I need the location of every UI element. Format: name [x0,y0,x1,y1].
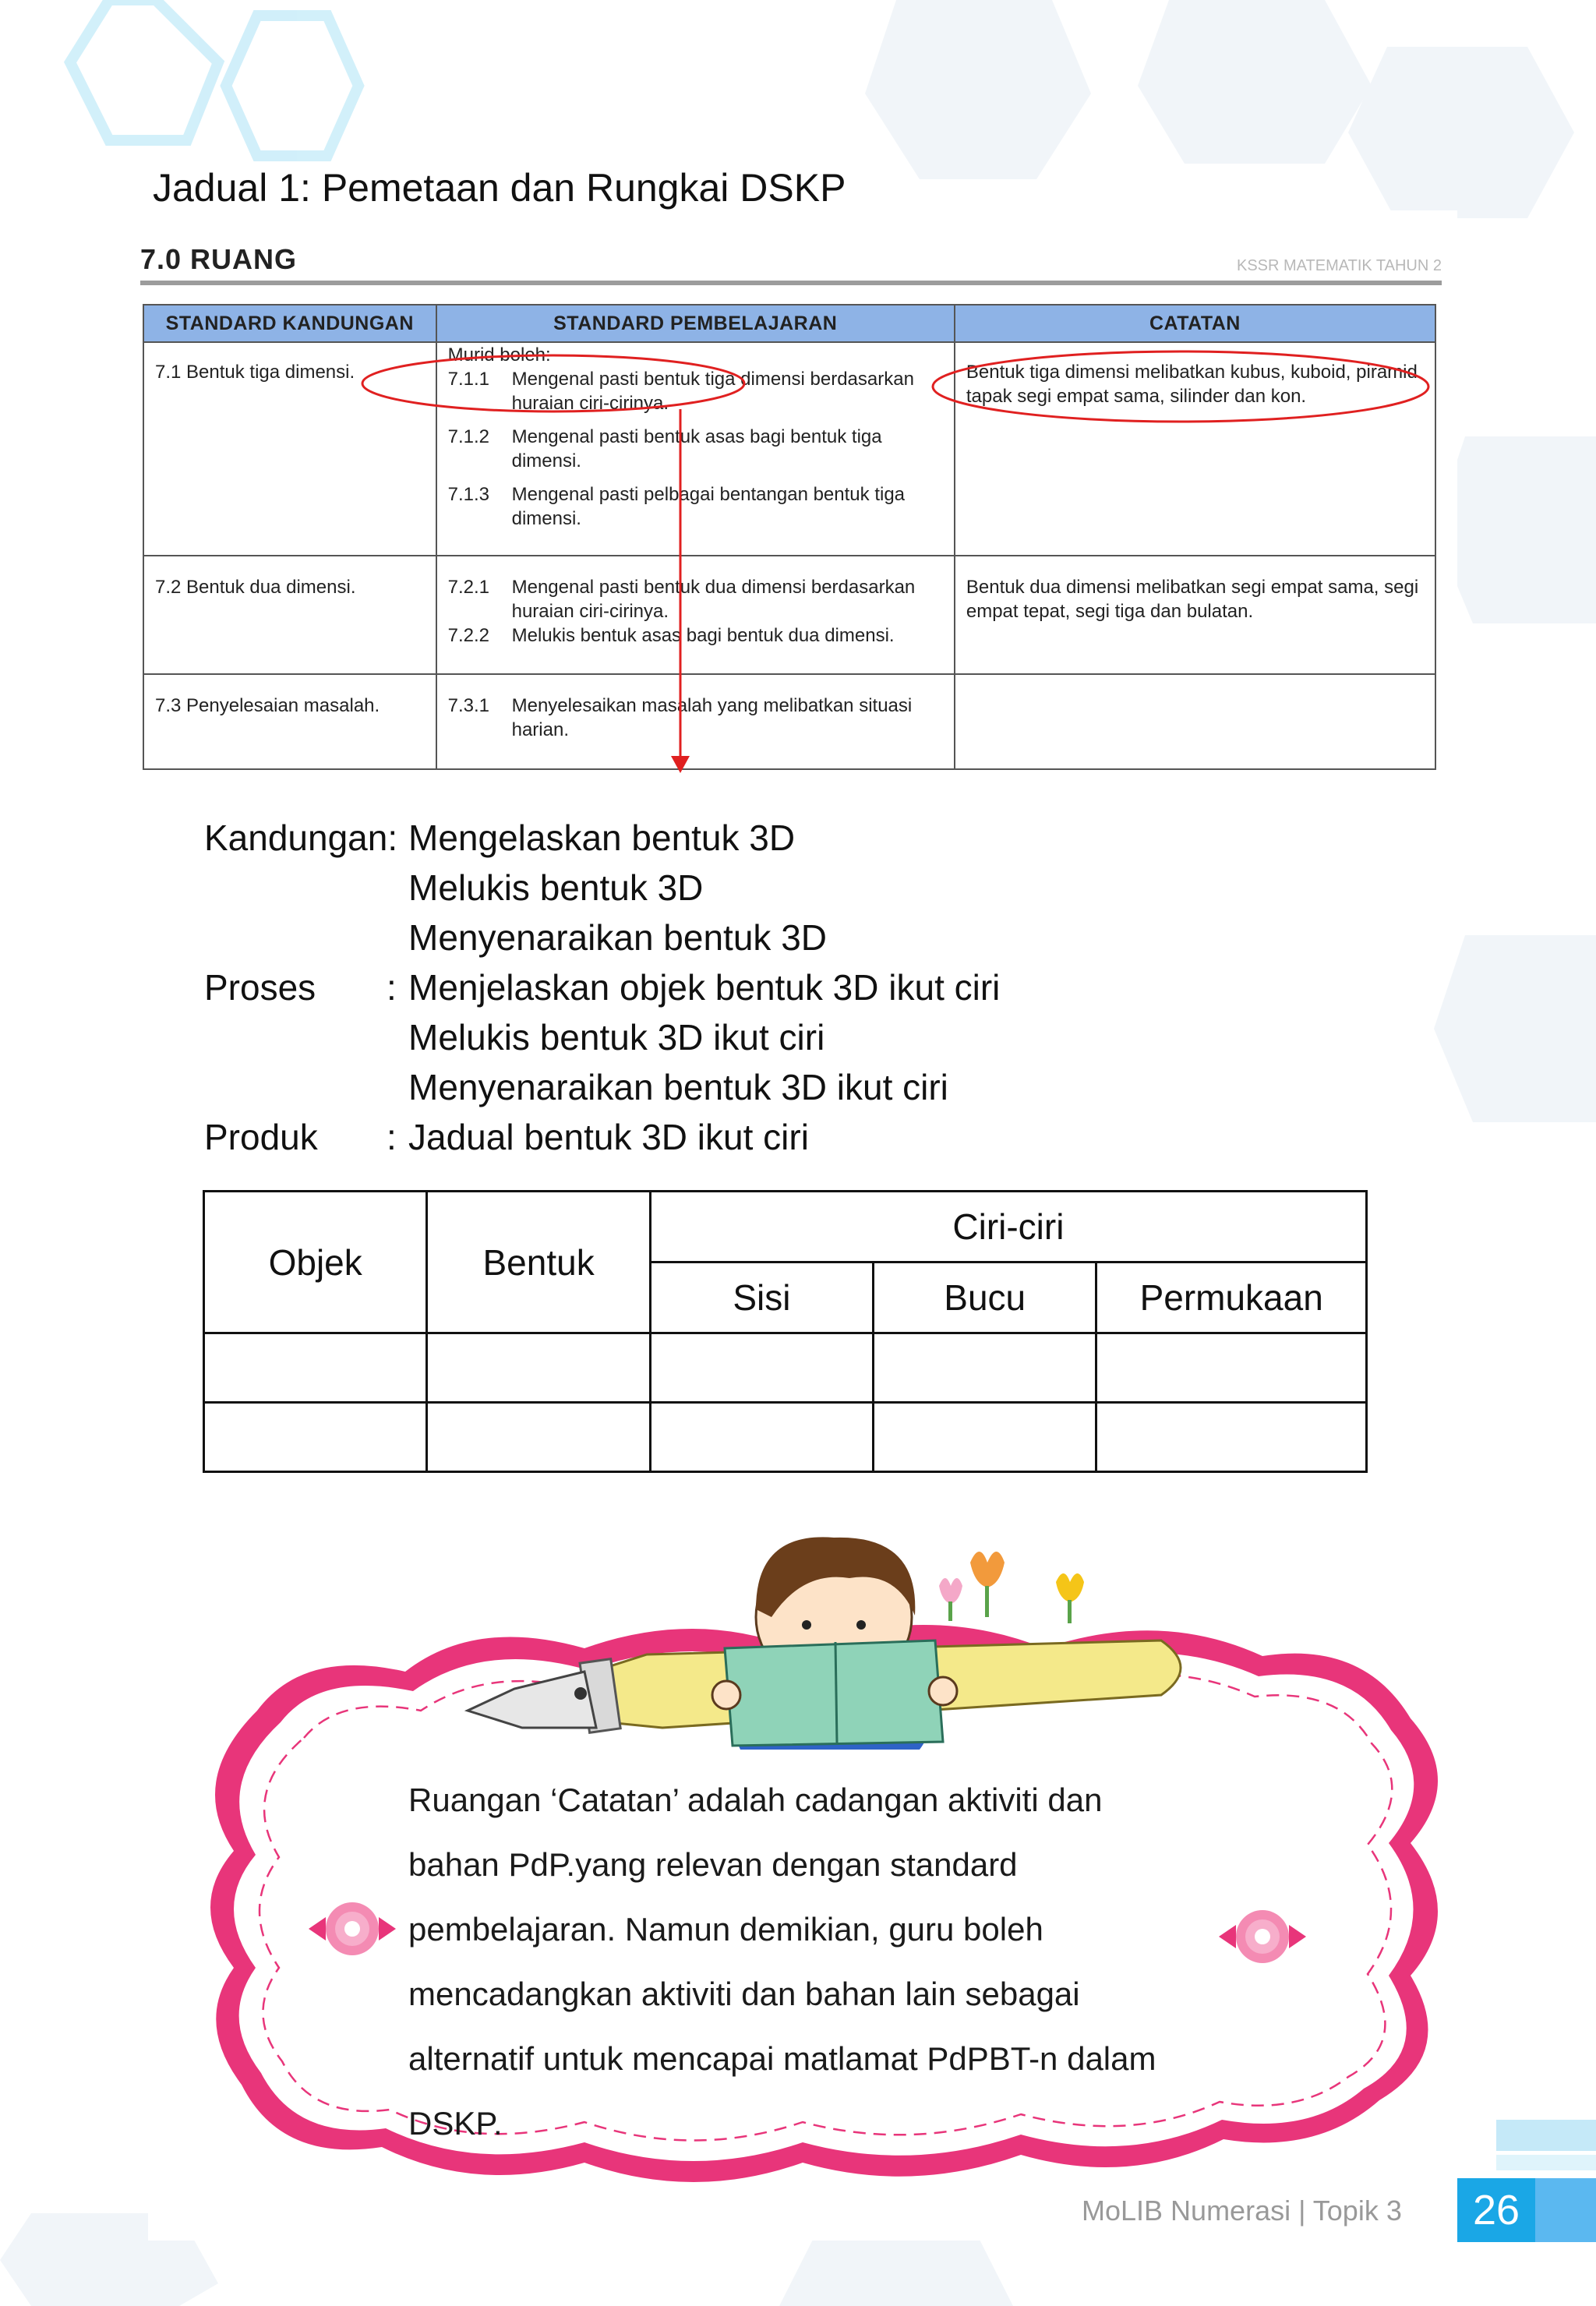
kandungan-item: Melukis bentuk 3D [408,867,704,908]
sp-item [448,623,943,648]
table-row [143,342,1435,556]
sk-cell: 7.3 Penyelesaian masalah. [143,674,436,769]
page-number-accent-strip [1535,2178,1596,2242]
sk-cell: 7.1 Bentuk tiga dimensi. [143,342,436,556]
sp-item [448,575,943,623]
table-cell [874,1333,1096,1403]
sp-cell [436,342,955,556]
sp-text: Mengenal pasti bentuk dua dimensi berdasarkan huraian ciri-cirinya. [511,577,916,622]
proses-label: Proses [204,967,316,1008]
proses-item: Melukis bentuk 3D ikut ciri [408,1017,825,1058]
note-line: DSKP. [408,2105,503,2142]
table-row [143,556,1435,674]
table-cell [650,1403,873,1472]
header-rule [140,281,1442,285]
sp-number: 7.1.3 [447,484,489,505]
sp-cell [436,674,955,769]
sp-item [448,694,943,742]
table-row [204,1333,1367,1403]
colon: : [387,967,397,1008]
header-ciri-ciri: Ciri-ciri [650,1192,1366,1262]
dskp-header [140,243,1442,277]
produk-label: Produk [204,1117,318,1157]
dskp-table [143,304,1436,770]
sp-number: 7.1.1 [447,369,489,390]
dskp-header-row [143,305,1435,342]
table-cell [427,1333,650,1403]
sp-number: 7.3.1 [447,695,489,716]
header-objek: Objek [204,1192,427,1333]
produk-item: Jadual bentuk 3D ikut ciri [408,1117,809,1157]
sp-text: Menyelesaikan masalah yang melibatkan situasi harian. [511,695,913,740]
table-cell [204,1403,427,1472]
header-bentuk: Bentuk [427,1192,650,1333]
catatan-note-text [408,1767,1250,2156]
kandungan-label: Kandungan: [204,818,398,858]
sp-number: 7.2.1 [447,577,489,598]
sp-number: 7.1.2 [447,426,489,447]
dskp-scan [117,210,1457,803]
sp-cell [436,556,955,674]
table-cell [650,1333,873,1403]
sp-item [448,367,943,415]
sp-text: Mengenal pasti bentuk asas bagi bentuk tiga dimensi. [511,426,882,471]
table-cell [1096,1403,1367,1472]
section-title: 7.0 RUANG [140,243,298,275]
sp-item [448,425,943,473]
table-cell [427,1403,650,1472]
col-standard-pembelajaran: STANDARD PEMBELAJARAN [436,305,955,342]
curriculum-label: KSSR MATEMATIK TAHUN 2 [1237,257,1442,274]
table-row [204,1403,1367,1472]
header-permukaan: Permukaan [1096,1262,1367,1333]
table-caption: Jadual 1: Pemetaan dan Rungkai DSKP [153,166,846,210]
kandungan-item: Menyenaraikan bentuk 3D [408,917,827,958]
flowers [939,1552,1084,1623]
note-line: bahan PdP.yang relevan dengan standard [408,1846,1018,1883]
produk-header-row [204,1192,1367,1262]
sp-text: Mengenal pasti pelbagai bentangan bentuk tiga dimensi. [511,484,906,529]
page-number: 26 [1457,2178,1535,2242]
kandungan-item: Mengelaskan bentuk 3D [408,818,796,858]
proses-item: Menjelaskan objek bentuk 3D ikut ciri [408,967,1001,1008]
note-line: Ruangan ‘Catatan’ adalah cadangan aktiviti dan [408,1782,1103,1818]
table-row [143,674,1435,769]
table-cell [1096,1333,1367,1403]
footer-label: MoLIB Numerasi | Topik 3 [1082,2195,1402,2227]
col-standard-kandungan: STANDARD KANDUNGAN [143,305,436,342]
sp-text: Mengenal pasti bentuk tiga dimensi berdasarkan huraian ciri-cirinya. [511,369,914,414]
sp-item [448,482,943,531]
proses-item: Menyenaraikan bentuk 3D ikut ciri [408,1067,948,1107]
catatan-cell: Bentuk tiga dimensi melibatkan kubus, kuboid, piramid tapak segi empat sama, silinder dan kon. [955,342,1435,556]
colon: : [387,1117,397,1157]
catatan-cell [955,674,1435,769]
col-catatan: CATATAN [955,305,1435,342]
table-cell [204,1333,427,1403]
sp-number: 7.2.2 [447,625,489,646]
murid-boleh: Murid boleh: [447,344,551,365]
produk-table [203,1190,1368,1473]
note-line: mencadangkan aktiviti dan bahan lain sebagai [408,1976,1080,2012]
table-cell [874,1403,1096,1472]
catatan-cell: Bentuk dua dimensi melibatkan segi empat sama, segi empat tepat, segi tiga dan bulatan. [955,556,1435,674]
sp-text: Melukis bentuk asas bagi bentuk dua dimensi. [511,625,895,646]
header-sisi: Sisi [650,1262,873,1333]
note-line: pembelajaran. Namun demikian, guru boleh [408,1911,1043,1948]
note-line: alternatif untuk mencapai matlamat PdPBT-n dalam [408,2040,1156,2077]
sk-cell: 7.2 Bentuk dua dimensi. [143,556,436,674]
header-bucu: Bucu [874,1262,1096,1333]
